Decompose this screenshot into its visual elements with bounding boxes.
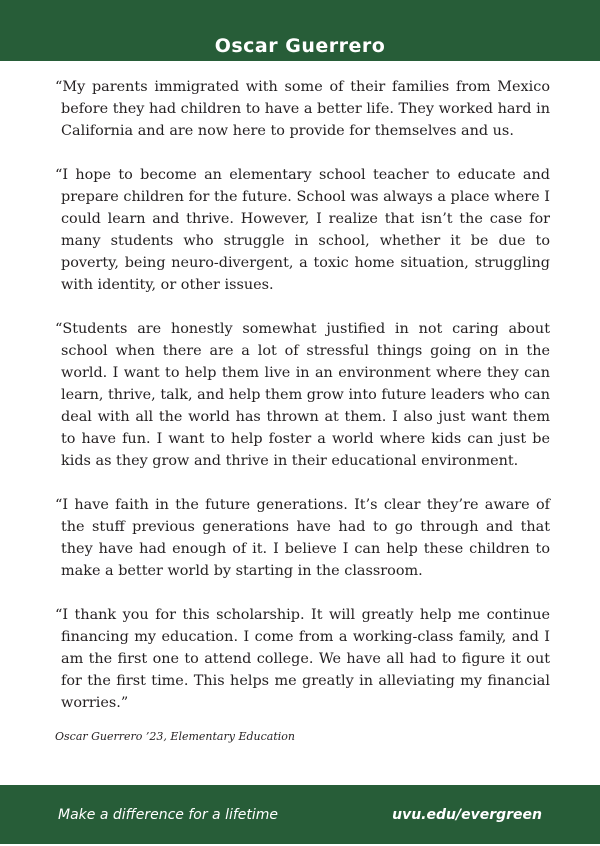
quote-paragraph-2: “I hope to become an elementary school teacher to educate and prepare children for the future. School was always a place where I could learn and thrive. However, I realize that isn’t the case for many students who struggle in school, whether it be due to poverty, being neuro-divergent, a toxic home situation, struggling with identity, or other issues. [55, 167, 550, 293]
quote-paragraph-3: “Students are honestly somewhat justified in not caring about school when there are a lot of stressful things going on in the world. I want to help them live in an environment where they can learn, thrive, talk, and help them grow into future leaders who can deal with all the world has thrown at them. I also just want them to have fun. I want to help foster a world where kids can just be kids as they grow and thrive in their educational environment. [55, 321, 550, 469]
footer-url-link[interactable]: uvu.edu/evergreen [392, 807, 542, 823]
footer-bar [0, 785, 600, 844]
quote-paragraph-5: “I thank you for this scholarship. It will greatly help me continue financing my education. I come from a working-class family, and I am the first one to attend college. We have all had to figure it out for the first time. This helps me greatly in alleviating my financial worries.” [55, 607, 550, 711]
attribution: Oscar Guerrero ’23, Elementary Education [55, 730, 295, 743]
page-title: Oscar Guerrero [214, 35, 386, 57]
quote-paragraph-1: “My parents immigrated with some of their families from Mexico before they had children to have a better life. They worked hard in California and are now here to provide for themselves and us. [55, 79, 550, 139]
header-bar [0, 0, 600, 61]
footer-tagline: Make a difference for a lifetime [58, 807, 279, 823]
testimonial-body [55, 76, 550, 748]
quote-paragraph-4: “I have faith in the future generations. It’s clear they’re aware of the stuff previous generations have had to go through and that they have had enough of it. I believe I can help these children to make a better world by starting in the classroom. [55, 497, 550, 579]
